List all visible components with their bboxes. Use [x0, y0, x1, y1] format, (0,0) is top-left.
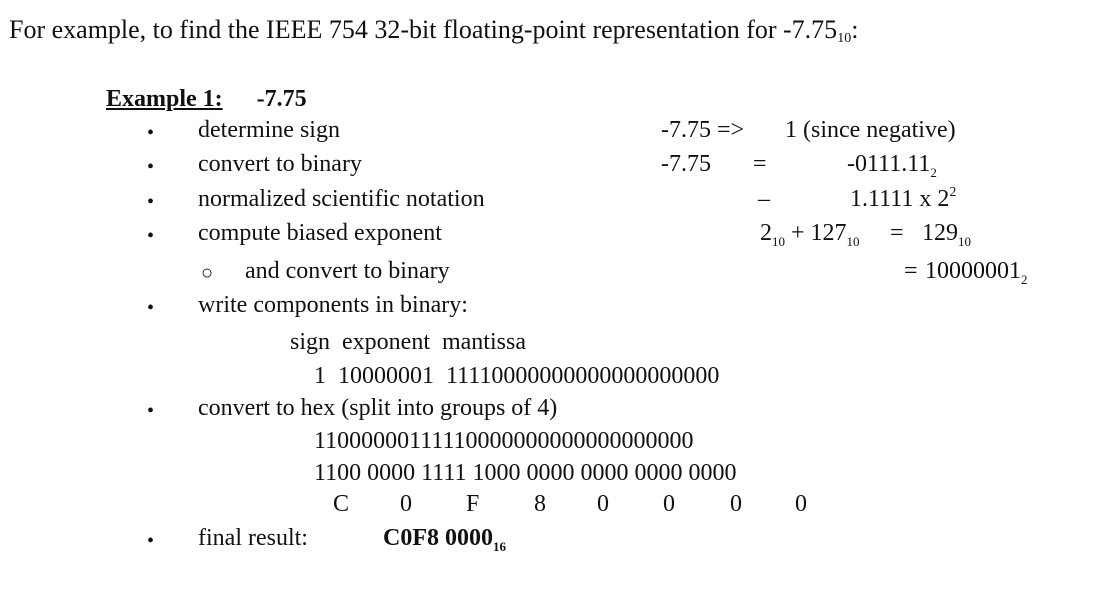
exp-eq: = [904, 258, 918, 284]
norm-dash: – [758, 186, 770, 212]
step-write-components: write components in binary: [198, 292, 468, 318]
sign-left: -7.75 => [661, 117, 745, 143]
step-convert-hex: convert to hex (split into groups of 4) [198, 395, 558, 421]
final-value-base: 16 [493, 539, 506, 554]
step-normalized: normalized scientific notation [198, 186, 485, 212]
bullet-7: • [147, 530, 155, 552]
bullet-5: • [147, 297, 155, 319]
hex-digits-row [0, 491, 1102, 525]
hex-digit: C [333, 491, 350, 517]
intro-subscript: 10 [837, 31, 852, 46]
bias-b-base: 10 [846, 234, 860, 249]
step-final-result: final result: [198, 525, 308, 551]
binary-eq: = [753, 151, 767, 177]
bias-result-base: 10 [958, 234, 971, 249]
bias-result [922, 220, 971, 247]
sub-bullet-circle: ○ [201, 262, 214, 284]
hex-digit: 0 [730, 491, 742, 517]
bullet-2: • [147, 156, 155, 178]
final-value [383, 525, 506, 552]
bias-a-base: 10 [772, 234, 785, 249]
hex-digit: F [466, 491, 480, 517]
bullet-1: • [147, 122, 155, 144]
binary-value-text: -0111.11 [847, 151, 931, 177]
norm-exponent: 2 [949, 185, 957, 200]
hex-digit: 0 [597, 491, 609, 517]
norm-value [850, 186, 956, 213]
hex-digit: 0 [663, 491, 675, 517]
example-title [106, 86, 307, 113]
bias-result-text: 129 [922, 220, 958, 246]
step-biased-exponent: compute biased exponent [198, 220, 442, 246]
final-value-text: C0F8 0000 [383, 525, 493, 551]
bias-eq: = [890, 220, 904, 246]
hex-digit: 0 [795, 491, 807, 517]
binary-left: -7.75 [661, 151, 711, 177]
bullet-6: • [147, 400, 155, 422]
exp-binary-text: 10000001 [925, 258, 1021, 284]
components-header: sign exponent mantissa [290, 329, 526, 355]
binary-value [847, 151, 937, 178]
intro-suffix: : [851, 15, 859, 44]
intro-text: For example, to find the IEEE 754 32-bit floating-point representation for -7.75 [9, 15, 838, 44]
step-determine-sign: determine sign [198, 117, 340, 143]
step-convert-binary: convert to binary [198, 151, 362, 177]
bullet-3: • [147, 191, 155, 213]
exp-binary [925, 258, 1028, 285]
example-value: -7.75 [256, 86, 307, 112]
norm-value-text: 1.1111 x 2 [850, 186, 950, 212]
step-exp-to-binary: and convert to binary [245, 258, 450, 284]
intro-line [9, 15, 858, 45]
hex-digit: 0 [400, 491, 412, 517]
hex-groups: 1100 0000 1111 1000 0000 0000 0000 0000 [314, 460, 737, 486]
hex-bits: 11000000111110000000000000000000 [314, 428, 694, 454]
binary-value-base: 2 [930, 165, 937, 180]
components-values: 1 10000001 11110000000000000000000 [314, 363, 720, 389]
exp-binary-base: 2 [1021, 272, 1028, 287]
bullet-4: • [147, 225, 155, 247]
sign-right: 1 (since negative) [785, 117, 956, 143]
bias-a: 2 [760, 220, 772, 246]
hex-digit: 8 [534, 491, 546, 517]
example-label: Example 1: [106, 86, 223, 112]
bias-plus: + 127 [791, 220, 847, 246]
bias-expression [760, 220, 860, 247]
